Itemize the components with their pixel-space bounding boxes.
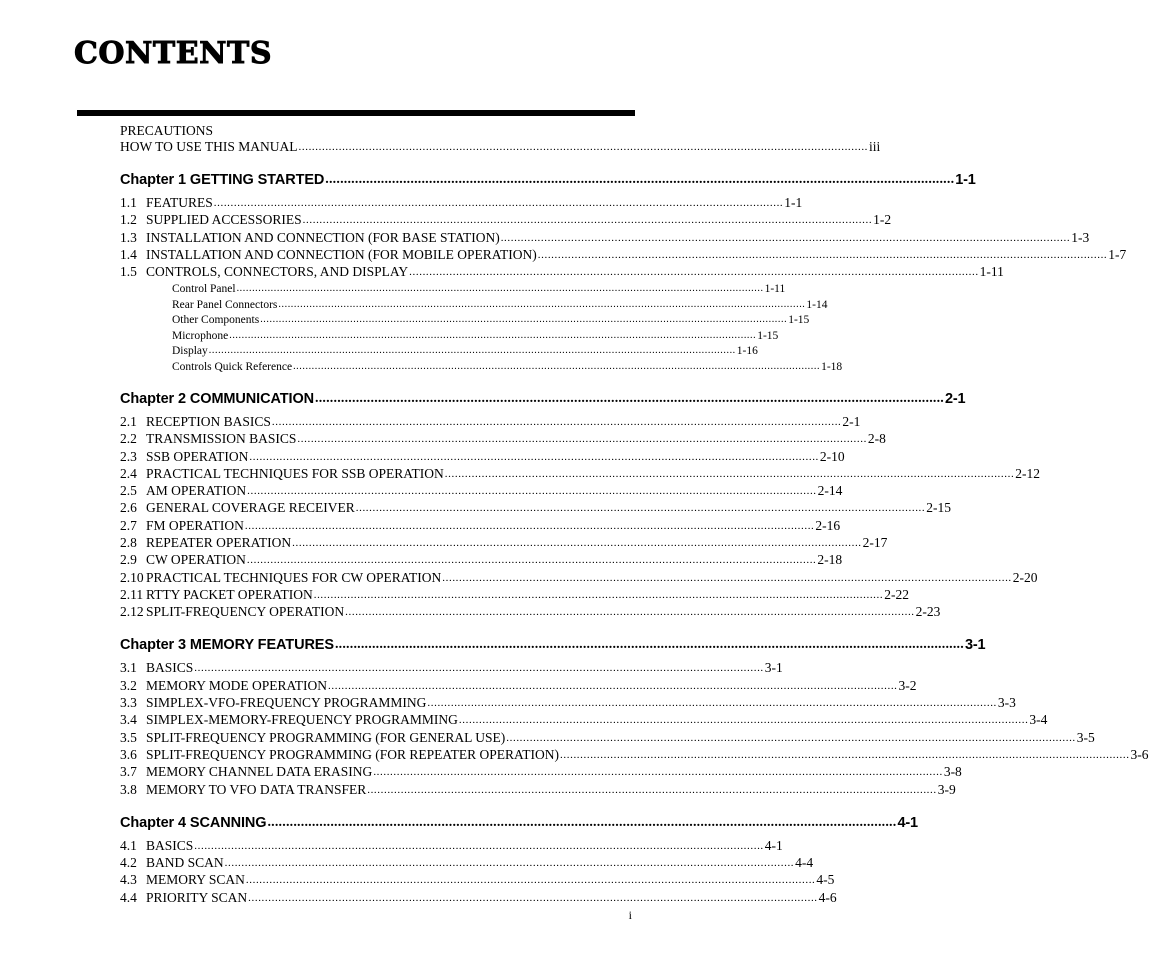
toc-entry-number: 2.4 (120, 465, 137, 481)
toc-entry-number: 3.3 (120, 695, 137, 711)
toc-entry-page-number: 2-10 (819, 448, 845, 464)
toc-entry-title: FEATURES (146, 195, 213, 210)
toc-entry-page-number: 1-3 (1071, 229, 1090, 245)
toc-section-row[interactable] (120, 837, 783, 855)
toc-entry-page-number: 1-11 (979, 264, 1004, 280)
toc-entry-number: 2.10 (120, 569, 144, 585)
dot-leader: .......................................................................................................................................................................... (328, 679, 898, 692)
toc-entry-page-number: 2-18 (817, 552, 843, 568)
toc-entry-title: PRACTICAL TECHNIQUES FOR CW OPERATION (146, 569, 442, 585)
dot-leader: .......................................................................................................................................................................... (271, 415, 842, 428)
dot-leader: .......................................................................................................................................................................... (427, 697, 997, 710)
toc-entry-number: 1.1 (120, 195, 137, 210)
toc-entry-page-number: 2-16 (815, 517, 841, 533)
toc-entry-title: INSTALLATION AND CONNECTION (FOR MOBILE OPERATION) (146, 246, 537, 262)
toc-subitem-row[interactable] (172, 360, 843, 375)
toc-entry-title: PRACTICAL TECHNIQUES FOR SSB OPERATION (146, 465, 444, 481)
toc-entry-label-group (120, 570, 441, 585)
dot-leader: .......................................................................................................................................................................... (537, 248, 1108, 261)
toc-entry-title: SPLIT-FREQUENCY OPERATION (146, 604, 345, 620)
toc-entry-page-number: 2-12 (1015, 465, 1041, 481)
toc-entry-label-group (120, 552, 246, 567)
dot-leader: .......................................................................................................................................................................... (194, 662, 764, 675)
toc-section-row[interactable] (120, 246, 1127, 264)
toc-entry-number: 2.2 (120, 431, 137, 447)
toc-section-row[interactable] (120, 586, 909, 604)
toc-entry-number: 1.2 (120, 212, 137, 228)
toc-entry-label-group (120, 712, 458, 727)
toc-entry-title: Chapter 1 GETTING STARTED (120, 172, 325, 188)
toc-section-row[interactable] (120, 746, 1149, 764)
toc-section-row[interactable] (120, 781, 956, 799)
toc-entry-page-number: 1-11 (764, 283, 786, 296)
toc-entry-title: HOW TO USE THIS MANUAL (120, 138, 298, 154)
toc-entry-number: 3.2 (120, 677, 137, 693)
toc-entry-page-number: iii (869, 138, 881, 154)
toc-entry-page-number: 1-16 (736, 345, 758, 358)
toc-entry-title: CW OPERATION (146, 552, 246, 568)
toc-section-row[interactable] (120, 448, 845, 466)
toc-entry-title: Other Components (172, 314, 260, 327)
toc-entry-title: Controls Quick Reference (172, 360, 293, 373)
toc-entry-label-group (120, 678, 327, 693)
toc-entry-page-number: 3-6 (1130, 746, 1149, 762)
dot-leader: .......................................................................................................................................................................... (278, 298, 806, 310)
dot-leader: .......................................................................................................................................................................... (236, 283, 764, 295)
toc-section-row[interactable] (120, 535, 888, 552)
toc-entry-label-group (120, 660, 193, 675)
toc-section-row[interactable] (120, 604, 941, 621)
toc-entry-number: 2.7 (120, 517, 137, 533)
toc-entry-page-number: 3-1 (764, 660, 783, 676)
toc-subitem-row[interactable] (172, 329, 779, 344)
dot-leader: .......................................................................................................................................................................... (248, 891, 818, 904)
toc-entry-title: FM OPERATION (146, 517, 244, 533)
toc-section-row[interactable] (120, 855, 814, 872)
toc-entry-number: 3.5 (120, 729, 137, 745)
toc-entry-label-group (120, 195, 213, 210)
toc-chapter-row[interactable] (120, 389, 966, 410)
page-title: CONTENTS (74, 36, 273, 71)
toc-entry-label-group (120, 449, 248, 464)
title-divider-rule (77, 110, 635, 116)
toc-entry-page-number: 3-5 (1076, 729, 1095, 745)
toc-entry-page-number: 2-20 (1012, 569, 1038, 585)
dot-leader: .......................................................................................................................................................................... (249, 450, 819, 463)
toc-entry-label-group (120, 604, 344, 619)
toc-entry-label-group (120, 212, 302, 227)
toc-entry-title: Control Panel (172, 283, 236, 296)
dot-leader: .......................................................................................................................................................................... (302, 214, 873, 227)
toc-entry-page-number: 1-15 (788, 314, 810, 327)
toc-entry-page-number: 1-15 (757, 329, 779, 342)
dot-leader: .......................................................................................................................................................................... (458, 714, 1029, 727)
dot-leader: .......................................................................................................................................................................... (442, 571, 1012, 584)
toc-entry-label-group (120, 695, 426, 710)
toc-section-row[interactable] (120, 889, 837, 907)
toc-entry-number: 2.11 (120, 586, 144, 602)
dot-leader: .......................................................................................................................................................................... (260, 314, 788, 326)
toc-section-row[interactable] (120, 729, 1095, 747)
toc-entry-page-number: 4-5 (816, 872, 835, 888)
toc-entry-title: RECEPTION BASICS (146, 413, 271, 429)
dot-leader: .......................................................................................................................................................................... (345, 606, 915, 619)
toc-entry-page-number: 2-17 (862, 535, 888, 550)
toc-entry-page-number: 1-1 (784, 195, 803, 210)
toc-entry-number: 3.8 (120, 781, 137, 797)
toc-entry-label-group (120, 431, 296, 446)
toc-section-row[interactable] (120, 660, 783, 677)
dot-leader: .......................................................................................................................................................................... (298, 140, 869, 153)
toc-chapter-row[interactable] (120, 813, 918, 834)
toc-entry-title: GENERAL COVERAGE RECEIVER (146, 500, 355, 516)
dot-leader: .......................................................................................................................................................................... (373, 766, 943, 779)
toc-chapter-row[interactable] (120, 635, 986, 656)
toc-entry-number: 3.7 (120, 764, 137, 780)
toc-section-row[interactable] (120, 552, 843, 569)
toc-entry-number: 2.9 (120, 552, 137, 568)
toc-entry-label-group (120, 747, 559, 762)
toc-section-row[interactable] (120, 764, 962, 781)
toc-entry-title: INSTALLATION AND CONNECTION (FOR BASE STATION) (146, 229, 500, 245)
dot-leader: .......................................................................................................................................................................... (267, 814, 897, 830)
toc-entry-label-group (120, 730, 505, 745)
toc-entry-number: 4.1 (120, 837, 137, 853)
toc-entry-number: 2.8 (120, 535, 137, 550)
toc-entry-page-number: 3-8 (943, 764, 962, 780)
dot-leader: .......................................................................................................................................................................... (244, 519, 815, 532)
toc-section-row[interactable] (120, 212, 892, 229)
toc-entry-page-number: 2-23 (915, 604, 941, 620)
toc-section-row[interactable] (120, 500, 951, 517)
toc-entry-page-number: 1-14 (806, 298, 828, 311)
dot-leader: .......................................................................................................................................................................... (506, 731, 1076, 744)
dot-leader: .......................................................................................................................................................................... (245, 874, 816, 887)
toc-section-row[interactable] (120, 695, 1016, 712)
toc-section-row[interactable] (120, 517, 841, 535)
dot-leader: .......................................................................................................................................................................... (313, 588, 884, 601)
toc-entry-title: Chapter 3 MEMORY FEATURES (120, 637, 334, 654)
toc-entry-label-group (120, 782, 366, 797)
dot-leader: .......................................................................................................................................................................... (334, 637, 964, 653)
toc-entry-title: SSB OPERATION (146, 448, 249, 464)
dot-leader: .......................................................................................................................................................................... (500, 231, 1071, 244)
toc-entry-page-number: 1-7 (1108, 246, 1127, 262)
toc-entry-title: SPLIT-FREQUENCY PROGRAMMING (FOR GENERAL USE) (146, 729, 506, 745)
toc-entry-title: BASICS (146, 660, 194, 676)
toc-entry-number: 2.12 (120, 604, 144, 620)
toc-entry-title: MEMORY SCAN (146, 872, 245, 888)
toc-section-row[interactable] (120, 483, 843, 500)
toc-section-row[interactable] (120, 677, 917, 695)
toc-entry-title: PRECAUTIONS (120, 123, 214, 138)
toc-entry-number: 1.5 (120, 264, 137, 280)
toc-entry-label-group (120, 764, 372, 779)
toc-section-row[interactable] (120, 195, 803, 212)
toc-entry-number: 2.1 (120, 413, 137, 429)
toc-entry-number: 1.4 (120, 246, 137, 262)
toc-entry-number: 4.3 (120, 872, 137, 888)
toc-section-row[interactable] (120, 413, 861, 431)
dot-leader: .......................................................................................................................................................................... (246, 554, 817, 567)
toc-subitem-row[interactable] (172, 344, 758, 359)
page-folio-number: i (628, 908, 632, 922)
toc-entry-label-group (120, 518, 244, 533)
toc-entry-number: 3.1 (120, 660, 137, 676)
toc-entry-page-number: 3-1 (964, 637, 986, 654)
toc-entry-label-group (120, 872, 245, 887)
toc-subitem-row[interactable] (172, 298, 828, 313)
toc-section-row[interactable] (120, 431, 886, 448)
dot-leader: .......................................................................................................................................................................... (297, 433, 867, 446)
toc-entry-page-number: 2-1 (945, 390, 966, 407)
toc-entry-label-group (120, 838, 193, 853)
toc-section-row[interactable] (120, 712, 1048, 729)
toc-entry-label-group (120, 230, 500, 245)
dot-leader: .......................................................................................................................................................................... (247, 485, 817, 498)
toc-entry-label-group (120, 264, 408, 279)
toc-entry-page-number: 2-8 (867, 431, 886, 447)
dot-leader: .......................................................................................................................................................................... (213, 197, 784, 209)
dot-leader: .......................................................................................................................................................................... (444, 467, 1015, 480)
toc-entry-page-number: 2-14 (817, 483, 843, 499)
dot-leader: .......................................................................................................................................................................... (229, 329, 757, 341)
toc-entry-title: Display (172, 345, 208, 358)
toc-entry-title: Rear Panel Connectors (172, 298, 278, 311)
toc-entry-title: MEMORY TO VFO DATA TRANSFER (146, 781, 367, 797)
dot-leader: .......................................................................................................................................................................... (293, 360, 821, 372)
toc-entry-title: Chapter 4 SCANNING (120, 814, 267, 831)
toc-entry-title: REPEATER OPERATION (146, 535, 292, 550)
dot-leader: .......................................................................................................................................................................... (208, 345, 736, 357)
toc-entry-number: 4.2 (120, 855, 137, 871)
dot-leader: .......................................................................................................................................................................... (560, 748, 1130, 761)
toc-entry-page-number: 2-22 (884, 586, 909, 602)
toc-entry-label-group (120, 500, 355, 515)
toc-entry-page-number: 3-3 (997, 695, 1016, 711)
dot-leader: .......................................................................................................................................................................... (355, 502, 926, 515)
table-of-contents-list (0, 123, 1149, 907)
toc-entry-label-group (120, 535, 291, 550)
toc-section-row[interactable] (120, 465, 1041, 483)
toc-entry-page-number: 1-2 (873, 212, 892, 228)
toc-entry-label-group (120, 890, 247, 905)
toc-section-row[interactable] (120, 872, 835, 889)
toc-entry-number: 1.3 (120, 229, 137, 245)
toc-entry-page-number: 3-2 (898, 677, 917, 693)
toc-entry-number: 4.4 (120, 889, 137, 905)
toc-entry-number: 2.5 (120, 483, 137, 499)
toc-entry-label-group (120, 587, 313, 602)
toc-section-row[interactable] (120, 264, 1004, 281)
toc-entry-number: 3.6 (120, 746, 137, 762)
toc-entry-title: BAND SCAN (146, 855, 224, 871)
toc-entry-title: SPLIT-FREQUENCY PROGRAMMING (FOR REPEATER OPERATION) (146, 746, 560, 762)
toc-entry-number: 3.4 (120, 712, 137, 728)
toc-entry-title: PRIORITY SCAN (146, 889, 248, 905)
toc-front-matter-row[interactable] (120, 138, 881, 157)
toc-entry-page-number: 4-1 (764, 837, 783, 853)
toc-entry-page-number: 1-1 (955, 172, 976, 188)
toc-entry-title: TRANSMISSION BASICS (146, 431, 297, 447)
dot-leader: .......................................................................................................................................................................... (224, 857, 795, 870)
dot-leader: .......................................................................................................................................................................... (409, 266, 979, 279)
dot-leader: .......................................................................................................................................................................... (315, 390, 944, 406)
toc-entry-page-number: 1-18 (821, 360, 843, 373)
toc-entry-number: 2.6 (120, 500, 137, 516)
toc-section-row[interactable] (120, 229, 1090, 247)
toc-entry-title: SIMPLEX-MEMORY-FREQUENCY PROGRAMMING (146, 712, 458, 728)
toc-subitem-row[interactable] (172, 313, 810, 328)
toc-entry-title: Microphone (172, 329, 229, 342)
toc-entry-number: 2.3 (120, 448, 137, 464)
toc-entry-title: Chapter 2 COMMUNICATION (120, 390, 314, 407)
toc-entry-page-number: 4-1 (897, 814, 918, 831)
toc-entry-title: RTTY PACKET OPERATION (146, 586, 313, 602)
toc-entry-page-number: 4-4 (795, 855, 814, 871)
toc-entry-title: CONTROLS, CONNECTORS, AND DISPLAY (146, 264, 409, 280)
toc-entry-title: MEMORY MODE OPERATION (146, 677, 328, 693)
dot-leader: .......................................................................................................................................................................... (367, 783, 937, 796)
toc-entry-label-group (120, 247, 537, 262)
toc-entry-title: AM OPERATION (146, 483, 247, 499)
toc-entry-title: BASICS (146, 837, 194, 853)
toc-entry-label-group (120, 466, 444, 481)
toc-entry-page-number: 4-6 (818, 889, 837, 905)
toc-entry-title: MEMORY CHANNEL DATA ERASING (146, 764, 373, 780)
dot-leader: .......................................................................................................................................................................... (194, 839, 764, 852)
toc-entry-page-number: 3-4 (1029, 712, 1048, 728)
toc-entry-title: SIMPLEX-VFO-FREQUENCY PROGRAMMING (146, 695, 427, 711)
dot-leader: .......................................................................................................................................................................... (325, 172, 955, 187)
toc-entry-page-number: 2-1 (842, 413, 861, 429)
dot-leader: .......................................................................................................................................................................... (292, 537, 862, 549)
toc-entry-label-group (120, 483, 246, 498)
toc-entry-title: SUPPLIED ACCESSORIES (146, 212, 302, 228)
toc-entry-label-group (120, 414, 271, 429)
toc-chapter-row[interactable] (120, 170, 976, 191)
toc-front-matter-row[interactable] (120, 123, 635, 139)
toc-entry-page-number: 3-9 (937, 781, 956, 797)
toc-subitem-row[interactable] (172, 282, 786, 297)
toc-section-row[interactable] (120, 569, 1038, 587)
toc-entry-page-number: 2-15 (926, 500, 951, 516)
toc-entry-label-group (120, 855, 224, 870)
